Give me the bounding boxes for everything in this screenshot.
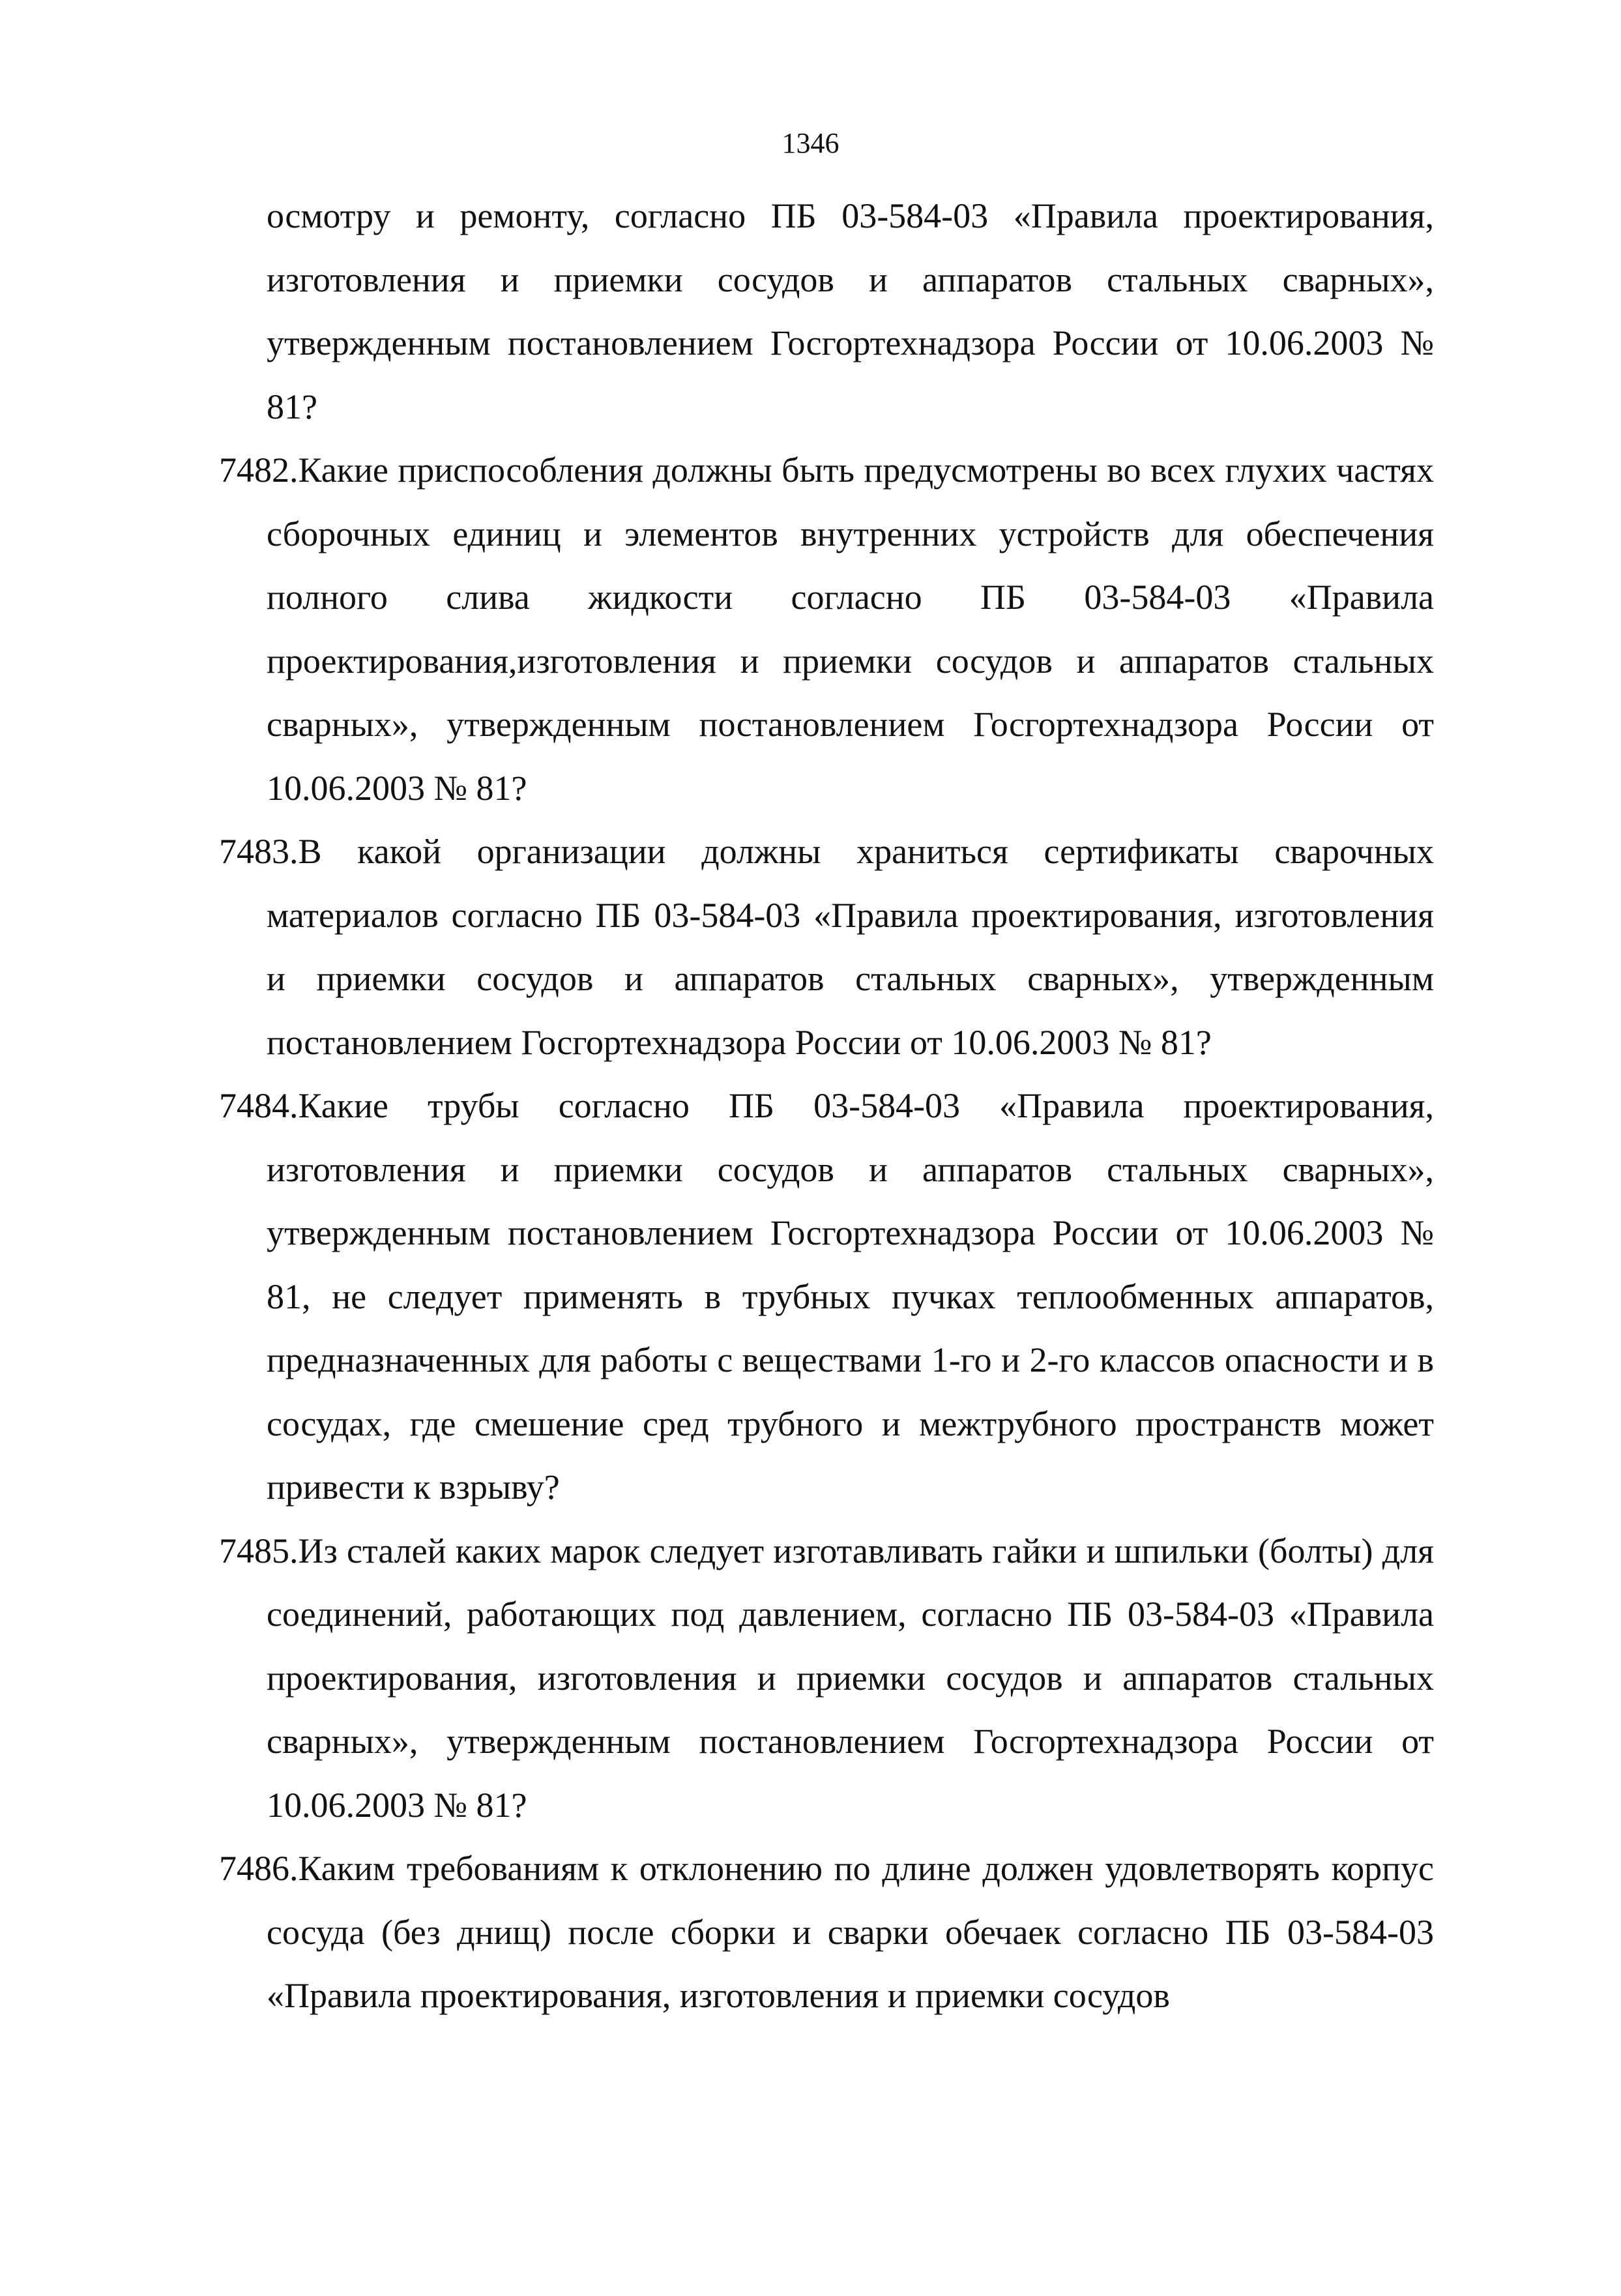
question-text: В какой организации должны храниться сертификаты сварочных материалов согласно ПБ 03-584-03 «Правила проектирования, изготовления и приемки сосудов и аппаратов стальных сварных», утвержденным постановлением Госгортехнадзора России от 10.06.2003 № 81? [267, 832, 1434, 1062]
page-content [219, 184, 1434, 2028]
question-number: 7482. [219, 450, 299, 490]
question-7485 [219, 1520, 1434, 1838]
question-text: Каким требованиям к отклонению по длине должен удовлетворять корпус сосуда (без днищ) после сборки и сварки обечаек согласно ПБ 03-584-03 «Правила проектирования, изготовления и приемки сосудов [267, 1849, 1434, 2015]
question-7482 [219, 439, 1434, 820]
question-7484 [219, 1074, 1434, 1520]
page-number: 1346 [781, 127, 840, 159]
question-text: Из сталей каких марок следует изготавливать гайки и шпильки (болты) для соединений, работающих под давлением, согласно ПБ 03-584-03 «Правила проектирования, изготовления и приемки сосудов и аппаратов стальных сварных», утвержденным постановлением Госгортехнадзора России от 10.06.2003 № 81? [267, 1531, 1434, 1825]
question-number: 7485. [219, 1531, 299, 1570]
question-number: 7484. [219, 1086, 299, 1125]
question-number: 7486. [219, 1849, 299, 1888]
question-7483 [219, 820, 1434, 1074]
question-text: Какие трубы согласно ПБ 03-584-03 «Правила проектирования, изготовления и приемки сосудов и аппаратов стальных сварных», утвержденным постановлением Госгортехнадзора России от 10.06.2003 № 81, не следует применять в трубных пучках теплообменных аппаратов, предназначенных для работы с веществами 1-го и 2-го классов опасности и в сосудах, где смешение сред трубного и межтрубного пространств может привести к взрыву? [267, 1086, 1434, 1507]
question-text: Какие приспособления должны быть предусмотрены во всех глухих частях сборочных единиц и элементов внутренних устройств для обеспечения полного слива жидкости согласно ПБ 03-584-03 «Правила проектирования,изготовления и приемки сосудов и аппаратов стальных сварных», утвержденным постановлением Госгортехнадзора России от 10.06.2003 № 81? [267, 450, 1434, 808]
question-number: 7483. [219, 832, 299, 871]
question-7486 [219, 1837, 1434, 2028]
continuation-paragraph: осмотру и ремонту, согласно ПБ 03-584-03 «Правила проектирования, изготовления и приемки сосудов и аппаратов стальных сварных», утвержденным постановлением Госгортехнадзора России от 10.06.2003 № 81? [267, 196, 1434, 426]
